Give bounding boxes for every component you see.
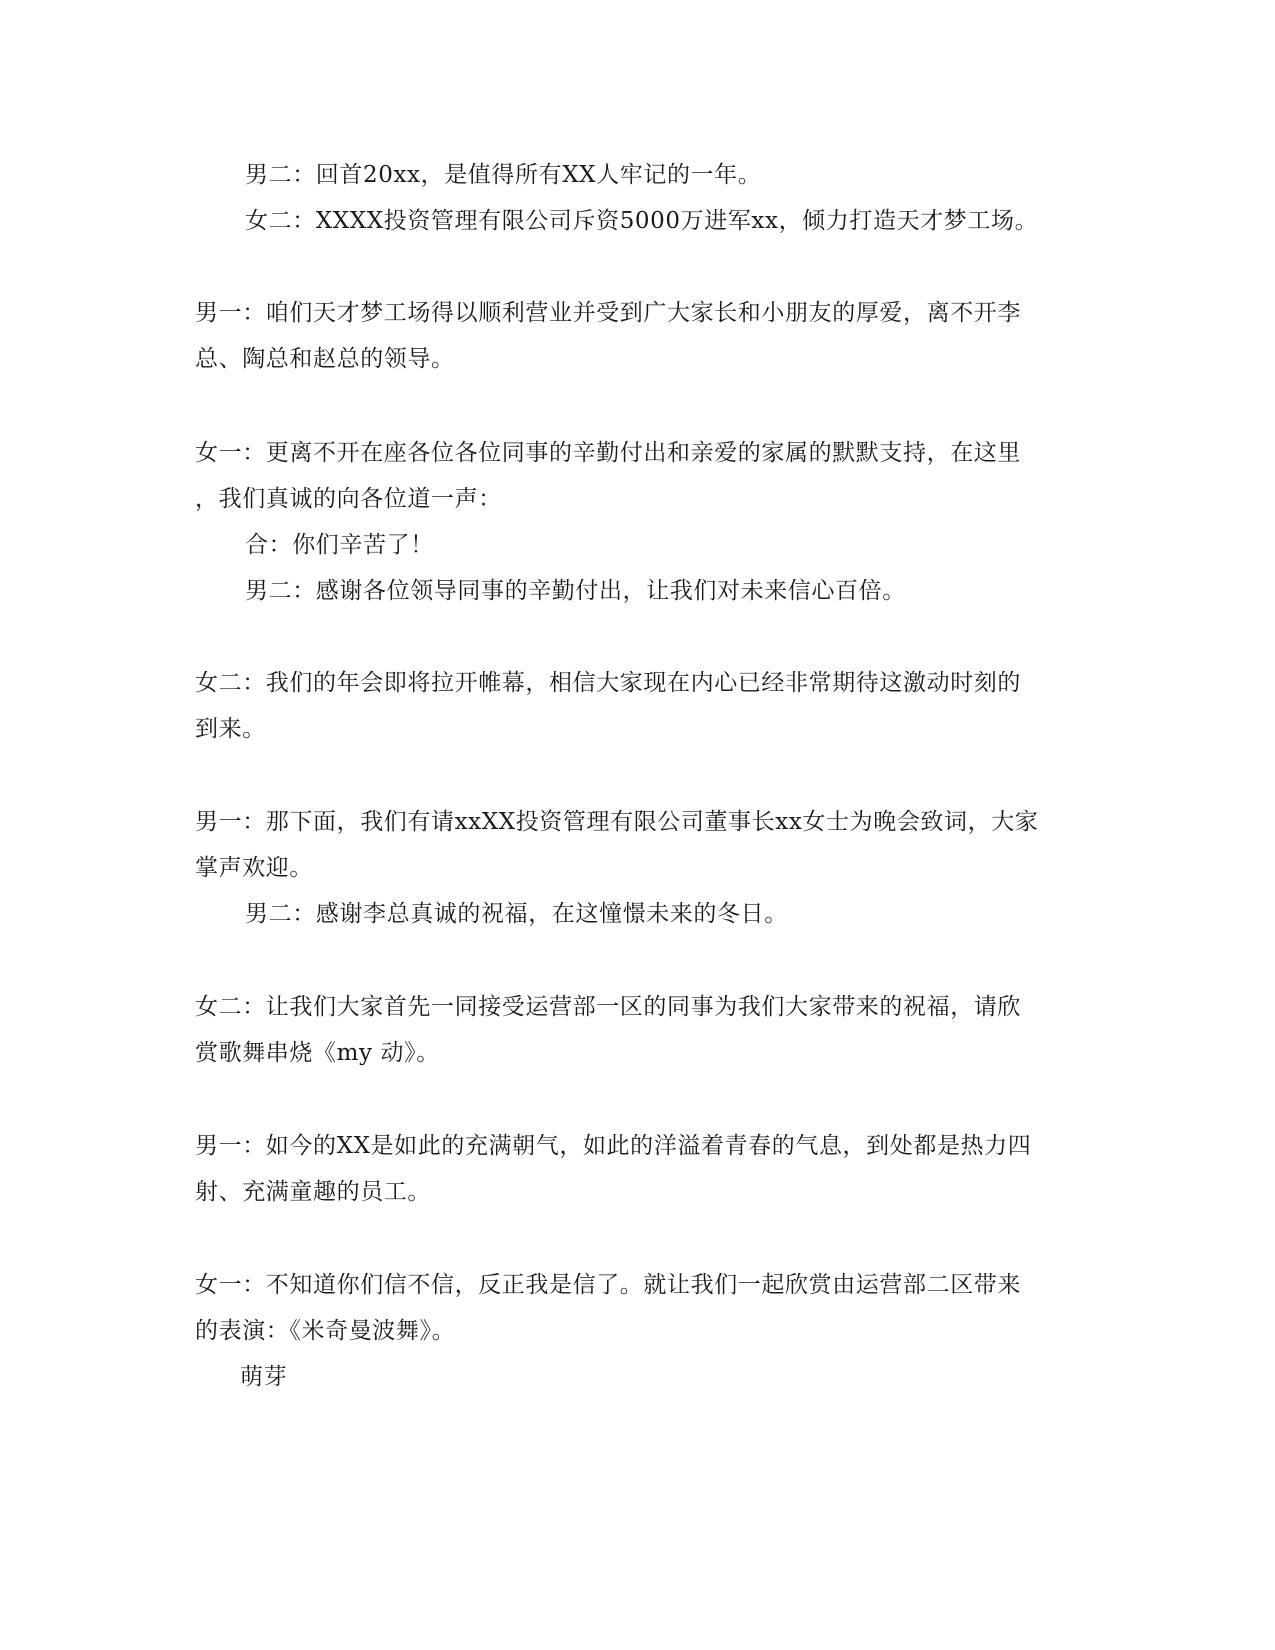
script-line: 女二：让我们大家首先一同接受运营部一区的同事为我们大家带来的祝福，请欣 — [195, 994, 1021, 1020]
script-line: ，我们真诚的向各位道一声： — [195, 486, 502, 512]
script-line: 女二：XXXX投资管理有限公司斥资5000万进军xx，倾力打造天才梦工场。 — [245, 208, 1039, 234]
script-line: 赏歌舞串烧《my 动》。 — [195, 1040, 440, 1066]
script-line: 到来。 — [195, 716, 266, 742]
script-line: 萌芽 — [240, 1364, 288, 1390]
script-line: 男一：如今的XX是如此的充满朝气，如此的洋溢着青春的气息，到处都是热力四 — [195, 1133, 1032, 1159]
script-line: 总、陶总和赵总的领导。 — [195, 346, 455, 372]
script-line: 女一：更离不开在座各位各位同事的辛勤付出和亲爱的家属的默默支持，在这里 — [195, 440, 1021, 466]
script-line: 女一：不知道你们信不信，反正我是信了。就让我们一起欣赏由运营部二区带来 — [195, 1272, 1021, 1298]
script-line: 男二：感谢各位领导同事的辛勤付出，让我们对未来信心百倍。 — [245, 578, 906, 604]
script-line: 的表演：《米奇曼波舞》。 — [195, 1318, 456, 1344]
script-line: 合：你们辛苦了！ — [245, 532, 434, 558]
script-line: 掌声欢迎。 — [195, 855, 313, 881]
script-line: 男二：感谢李总真诚的祝福，在这憧憬未来的冬日。 — [245, 901, 788, 927]
script-line: 男二：回首20xx，是值得所有XX人牢记的一年。 — [245, 162, 762, 188]
script-line: 女二：我们的年会即将拉开帷幕，相信大家现在内心已经非常期待这激动时刻的 — [195, 670, 1021, 696]
script-line: 男一：那下面，我们有请xxXX投资管理有限公司董事长xx女士为晚会致词，大家 — [195, 809, 1039, 835]
script-line: 男一：咱们天才梦工场得以顺利营业并受到广大家长和小朋友的厚爱，离不开李 — [195, 300, 1021, 326]
script-line: 射、充满童趣的员工。 — [195, 1179, 431, 1205]
